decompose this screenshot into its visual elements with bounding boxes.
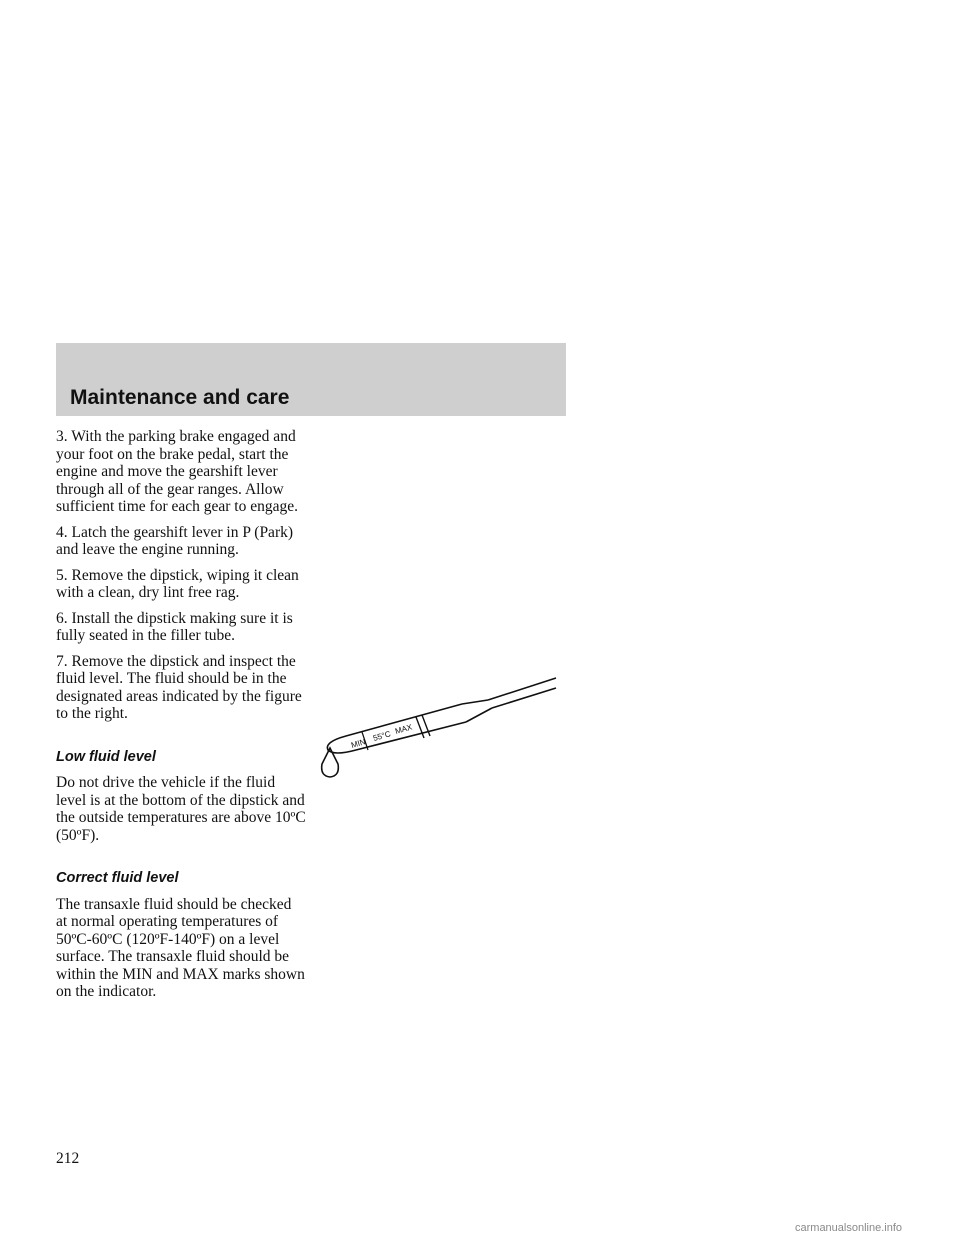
dipstick-temp-label: 55°C	[372, 729, 392, 743]
low-fluid-text: Do not drive the vehicle if the fluid level is at the bottom of the dipstick and the outside temperatures are above 10ºC (50ºF).	[56, 774, 306, 844]
correct-fluid-heading: Correct fluid level	[56, 870, 179, 886]
dipstick-illustration	[316, 670, 566, 780]
low-fluid-heading: Low fluid level	[56, 748, 156, 765]
section-title: Maintenance and care	[70, 386, 290, 409]
correct-fluid-text: The transaxle fluid should be checked at normal operating temperatures of 50ºC-60ºC (120ºF-140ºF) on a level surface. The transaxle fluid should be within the MIN and MAX marks shown on the indicator.	[56, 895, 305, 1000]
step-5: 5. Remove the dipstick, wiping it clean with a clean, dry lint free rag.	[56, 566, 299, 601]
step-6: 6. Install the dipstick making sure it is fully seated in the filler tube.	[56, 609, 293, 644]
section-header-band	[56, 343, 566, 416]
step-7: 7. Remove the dipstick and inspect the fluid level. The fluid should be in the designated areas indicated by the figure to the right.	[56, 652, 302, 722]
dipstick-max-label: MAX	[394, 722, 414, 736]
step-4: 4. Latch the gearshift lever in P (Park) and leave the engine running.	[56, 523, 294, 558]
page-number: 212	[56, 1150, 80, 1167]
dipstick-min-label: MIN	[350, 737, 367, 750]
instruction-text-column	[56, 428, 306, 1009]
site-watermark: carmanualsonline.info	[795, 1222, 903, 1234]
step-3: 3. With the parking brake engaged and your foot on the brake pedal, start the engine and move the gearshift lever through all of the gear ranges. Allow sufficient time for each gear to engage.	[56, 428, 299, 515]
